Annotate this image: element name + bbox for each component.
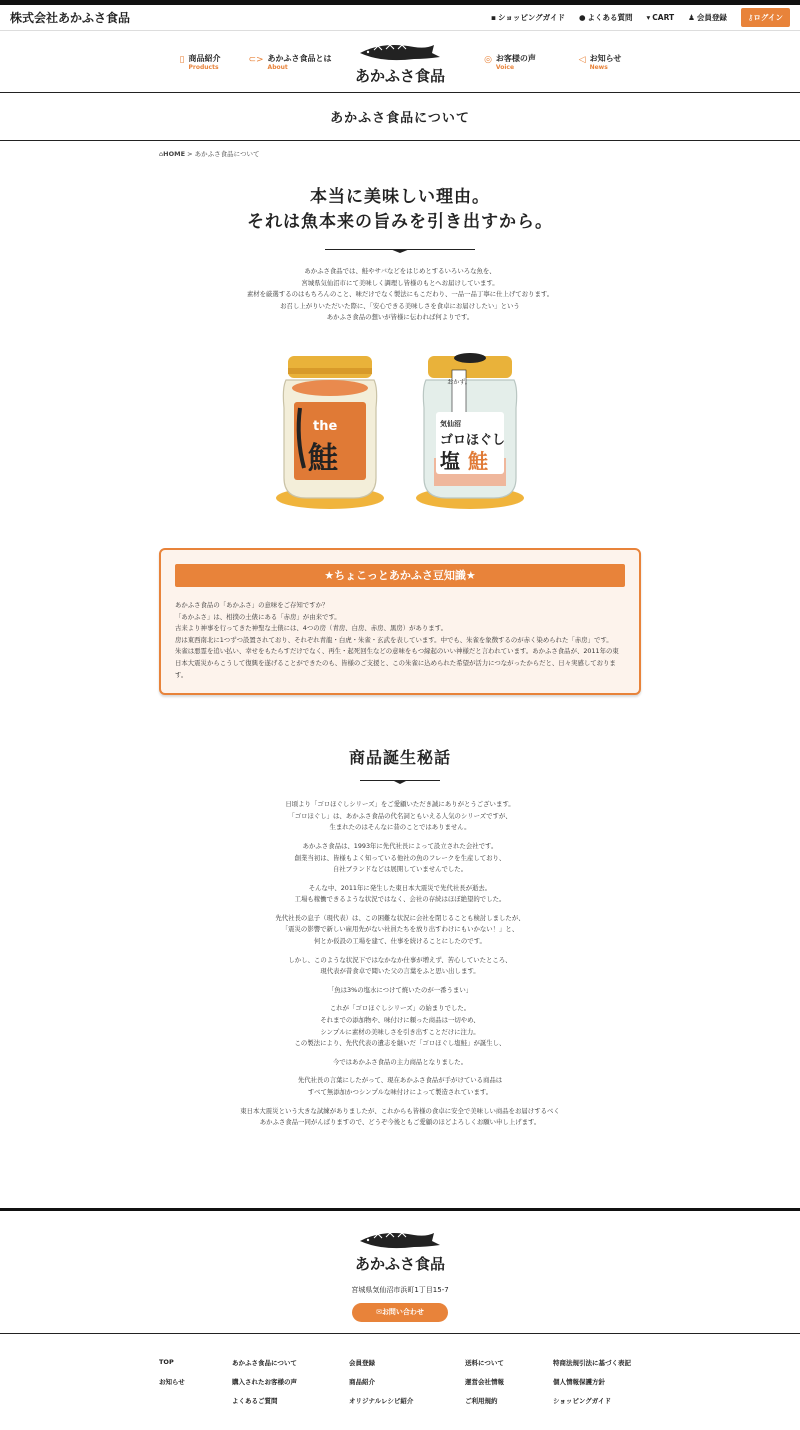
footer-link-voice[interactable]: 購入されたお客様の声 [232, 1378, 297, 1386]
story-paragraph: 日頃より「ゴロほぐしシリーズ」をご愛顧いただき誠にありがとうございます。 「ゴロほぐし」は、あかふさ食品の代名詞ともいえる人気のシリーズですが、 生まれたのはそんなに昔のことではありません。 [285, 800, 515, 832]
page-title: あかふさ食品について [330, 111, 470, 126]
story-paragraph: そんな中、2011年に発生した東日本大震災で先代社長が逝去。 工場も稼働できるような状況ではなく、会社の存続はほぼ絶望的でした。 [294, 883, 506, 904]
brand-name[interactable]: 株式会社あかふさ食品 [10, 11, 131, 25]
footer-link-register[interactable]: 会員登録 [349, 1359, 375, 1367]
svg-text:あかふさ食品: あかふさ食品 [354, 1255, 446, 1273]
footer-link-products[interactable]: 商品紹介 [349, 1378, 375, 1386]
cart-link[interactable]: ▾ CART [646, 13, 675, 22]
footer-link-about[interactable]: あかふさ食品について [232, 1359, 297, 1367]
pin-icon: ◎ [484, 54, 492, 65]
footer-link-empty [159, 1396, 232, 1405]
footer-link-legal[interactable]: 特商法規引法に基づく表記 [553, 1359, 631, 1367]
svg-text:おかず。: おかず。 [447, 378, 471, 386]
story-paragraph: これが「ゴロほぐしシリーズ」の始まりでした。 それまでの添加物や、味付けに頼った商品は一切やめ、 シンプルに素材の美味しさを引き出すことだけに注力。 この製法により、先代代表の遺志を継いだ「ゴロほぐし塩鮭」が誕生し、 [294, 1004, 506, 1048]
footer-link-shipping[interactable]: 送料について [465, 1359, 504, 1367]
jar-icon: ▯ [179, 54, 185, 65]
story-text [0, 799, 800, 1129]
login-button[interactable]: ⚷ログイン [741, 8, 790, 27]
cart-icon: ▾ [646, 13, 651, 22]
utility-links [491, 8, 790, 27]
footer-link-top[interactable]: TOP [159, 1358, 174, 1366]
section-divider [325, 249, 475, 250]
footer-link-faq[interactable]: よくあるご質問 [232, 1397, 278, 1405]
footer-link-privacy[interactable]: 個人情報保護方針 [553, 1378, 605, 1386]
svg-text:塩: 塩 [440, 448, 460, 473]
nav-item-news[interactable]: ◁ お知らせ News [578, 53, 622, 71]
story-divider [360, 780, 440, 781]
company-address: 宮城県気仙沼市浜町1丁目15-7 [351, 1286, 449, 1294]
breadcrumb-current: あかふさ食品について [194, 150, 260, 158]
footer-link-recipes[interactable]: オリジナルレシピ紹介 [349, 1397, 414, 1405]
svg-text:the: the [313, 418, 338, 434]
footer-link-terms[interactable]: ご利用規約 [465, 1397, 498, 1405]
story-paragraph: しかし、このような状況下ではなかなか仕事が増えず、苦心していたところ、 現代表が昔食卓で聞いた父の言葉をふと思い出します。 [288, 955, 512, 976]
footer-link-guide[interactable]: ショッピングガイド [553, 1397, 612, 1405]
page-header [0, 93, 800, 141]
svg-text:ゴロほぐし: ゴロほぐし [440, 432, 506, 448]
svg-text:あかふさ食品: あかふさ食品 [354, 66, 446, 85]
faq-link[interactable]: ● よくある質問 [578, 13, 633, 22]
story-paragraph: 先代社長の息子（現代表）は、この困難な状況に会社を閉じることも検討しましたが、 「震災の影響で新しい雇用先がない社員たちを放り出すわけにもいかない！」と、 何とか仮設の工場を建て、仕事を続けることにしたのです。 [275, 913, 525, 946]
svg-text:鮭: 鮭 [468, 448, 488, 473]
shopping-guide-link[interactable]: ▪ ショッピングガイド [490, 13, 565, 22]
key-icon: ⚷ [747, 13, 754, 22]
register-link[interactable]: ♟ 会員登録 [688, 13, 727, 22]
utility-bar [0, 5, 800, 31]
global-nav [0, 31, 800, 93]
trivia-title: ★ちょこっとあかふさ豆知識★ [175, 564, 625, 587]
breadcrumb-home[interactable]: HOME [163, 150, 186, 158]
product-jars-illustration [0, 348, 800, 518]
home-icon: ⌂ [159, 150, 164, 158]
fish-icon: ⊂> [248, 54, 264, 65]
svg-text:鮭: 鮭 [308, 440, 338, 476]
goro-hogushi-salt-salmon-jar-illustration [410, 348, 530, 513]
svg-text:気仙沼: 気仙沼 [440, 419, 461, 428]
footer-link-company[interactable]: 運営会社情報 [465, 1378, 504, 1386]
story-paragraph: あかふさ食品は、1993年に先代社長によって設立された会社です。 創業当初は、皆様もよく知っている他社の魚のフレークを生産しており、 自社ブランドなどは展開していませんでした。 [294, 841, 506, 874]
footer-logo[interactable] [352, 1225, 448, 1275]
mail-icon: ✉ [376, 1308, 382, 1316]
question-icon: ● [578, 13, 586, 22]
footer-links [159, 1358, 659, 1405]
nav-item-voice[interactable]: ◎ お客様の声 Voice [484, 53, 536, 71]
intro-text: あかふさ食品では、鮭やサバなどをはじめとするいろいろな魚を、 宮城県気仙沼市にて美味しく調理し皆様のもとへお届けしています。 素材を厳選するのはもちろんのこと、味だけでなく製法にもこだわり、一品一品丁寧に仕上げております。 お召し上がりいただいた際に、「安心できる美味しさを食卓にお届けしたい」という あかふさ食品の想いが皆様に伝われば何よりです。 [246, 267, 554, 322]
story-paragraph: 先代社長の言葉にしたがって、現在あかふさ食品が手がけている商品は すべて無添加かつシンプルな味付けによって製造されています。 [297, 1076, 503, 1096]
trivia-box [159, 548, 641, 695]
nav-item-products[interactable]: ▯ 商品紹介 Products [179, 53, 221, 71]
story-paragraph: 東日本大震災という大きな試練がありましたが、これからも皆様の食卓に安全で美味しい商品をお届けするべく あかふさ食品一同がんばりますので、どうぞ今後ともご愛顧のほどよろしくお願い申し上げます。 [240, 1106, 560, 1127]
footer-link-news[interactable]: お知らせ [159, 1378, 185, 1386]
megaphone-icon: ◁ [578, 54, 586, 65]
lead-heading: 本当に美味しい理由。 それは魚本来の旨みを引き出すから。 [247, 187, 553, 232]
footer-info [0, 1208, 800, 1334]
site-logo[interactable] [335, 37, 465, 87]
story-quote: 「魚は3%の塩水につけて焼いたのが一番うまい」 [327, 985, 473, 994]
contact-button[interactable]: ✉お問い合わせ [352, 1303, 448, 1322]
trivia-body: あかふさ食品の「あかふさ」の意味をご存知ですか？ 「あかふさ」は、相撲の土俵にある「赤房」が由来です。 古来より神事を行ってきた神聖な土俵には、4つの房（青房、白房、赤房、黒房）があります。 房は東西南北に1つずつ設置されており、それぞれ青龍・白虎・朱雀・玄武を表しています。中でも、朱雀を象徴するのが赤く染められた「赤房」です。 朱雀は悪霊を追い払い、幸せをもたらすだけでなく、再生・起死回生などの意味をもつ縁起のいい神様だと言われています。あかふさ食品が、2011年の東日本大震災からこうして復興を遂げることができたのも、皆様のご支援と、この朱雀に込められた希望が活力につながったからだと、日々実感しております。 [175, 600, 619, 679]
salmon-flake-jar-illustration [270, 348, 390, 513]
story-paragraph: 今ではあかふさ食品の主力商品となりました。 [332, 1057, 468, 1066]
nav-item-about[interactable]: ⊂> あかふさ食品とは About [248, 53, 332, 71]
breadcrumb: ⌂HOME > あかふさ食品について [159, 150, 260, 158]
user-icon: ♟ [688, 13, 695, 22]
story-title: 商品誕生秘話 [348, 748, 451, 768]
logo-fish-icon [352, 37, 448, 87]
guide-icon: ▪ [490, 13, 496, 22]
